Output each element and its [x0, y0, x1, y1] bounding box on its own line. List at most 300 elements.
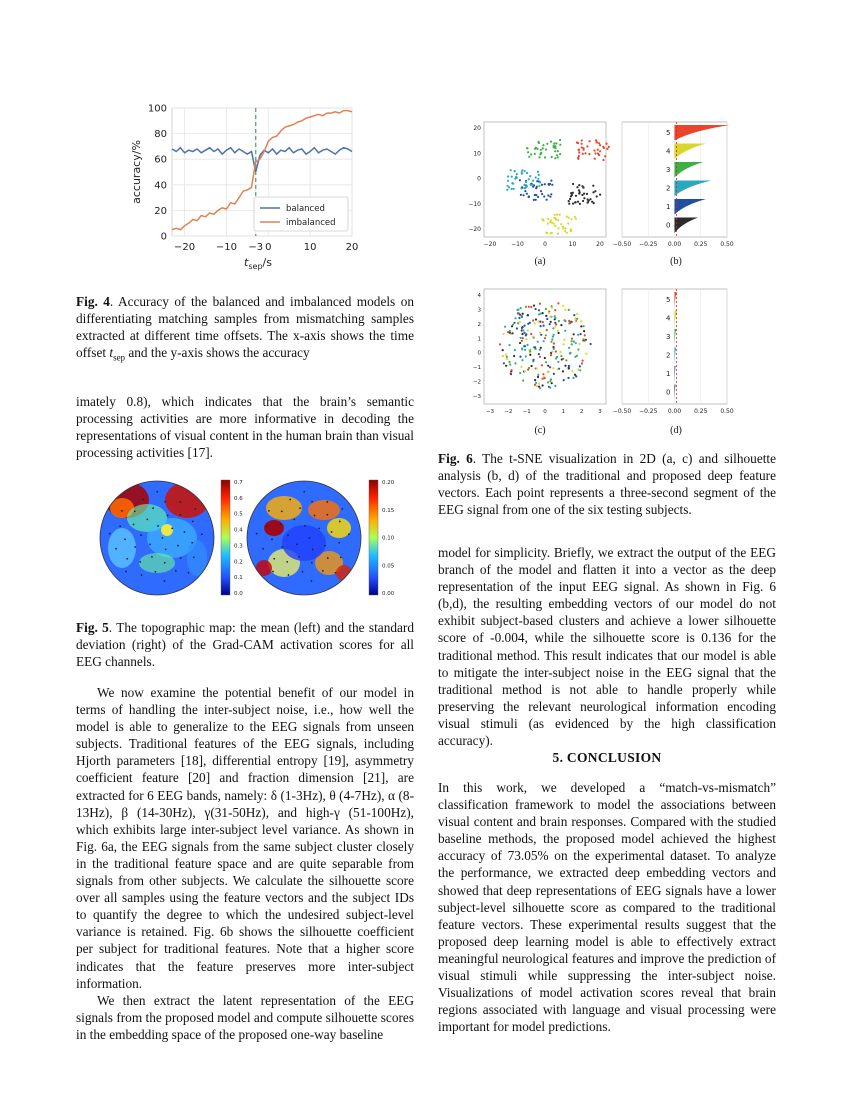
tsne-point: [528, 178, 530, 180]
tsne-point: [546, 199, 548, 201]
tsne-point: [589, 198, 591, 200]
tsne-point: [554, 385, 556, 387]
tsne-point: [568, 203, 570, 205]
tsne-point: [511, 369, 513, 371]
tsne-point: [546, 143, 548, 145]
tsne-point: [531, 365, 533, 367]
topomap-mean: [100, 481, 214, 595]
x-tick-label: −10: [511, 241, 524, 248]
tsne-point: [554, 309, 556, 311]
y-tick-label: 20: [473, 125, 481, 132]
tsne-point: [540, 190, 542, 192]
electrode-dot: [164, 580, 166, 582]
electrode-dot: [162, 537, 164, 539]
fig6a-label: (a): [534, 256, 546, 267]
tsne-point: [554, 157, 556, 159]
colorbar-tick-label: 0.5: [234, 511, 243, 518]
tsne-point: [549, 387, 551, 389]
fig6a-tsne-traditional: [462, 118, 612, 253]
y-tick-label: −1: [472, 365, 481, 372]
tsne-point: [502, 349, 504, 351]
legend-label: imbalanced: [286, 218, 336, 228]
tsne-point: [522, 329, 524, 331]
tsne-point: [548, 312, 550, 314]
tsne-point: [538, 383, 540, 385]
tsne-point: [605, 143, 607, 145]
tsne-point: [547, 371, 549, 373]
tsne-point: [599, 194, 601, 196]
tsne-point: [550, 193, 552, 195]
tsne-point: [579, 369, 581, 371]
x-tick-label: 0: [543, 241, 547, 248]
tsne-point: [534, 346, 536, 348]
tsne-point: [539, 387, 541, 389]
tsne-point: [559, 139, 561, 141]
electrode-dot: [179, 514, 181, 516]
tsne-point: [528, 156, 530, 158]
fig4-caption: Fig. 4. Accuracy of the balanced and imbalanced models on differentiating matching samples from mismatching samples extracted at different time offsets. The x-axis shows the time offset $t_{sep}$ and the y-axis shows the accuracy: [76, 294, 414, 363]
tsne-point: [571, 340, 573, 342]
colorbar-gradient: [221, 480, 230, 595]
tsne-point: [522, 337, 524, 339]
tsne-point: [506, 185, 508, 187]
topomap-std: [247, 481, 361, 595]
tsne-point: [580, 333, 582, 335]
y-tick-label: 1: [477, 336, 481, 343]
x-tick-label: 0.00: [667, 241, 682, 248]
tsne-point: [564, 227, 566, 229]
tsne-point: [509, 330, 511, 332]
electrode-dot: [303, 491, 305, 493]
tsne-point: [558, 227, 560, 229]
tsne-point: [540, 152, 542, 154]
tsne-point: [521, 333, 523, 335]
tsne-point: [525, 355, 527, 357]
tsne-point: [603, 147, 605, 149]
tsne-point: [550, 378, 552, 380]
tsne-point: [557, 330, 559, 332]
tsne-point: [533, 305, 535, 307]
tsne-point: [521, 169, 523, 171]
tsne-point: [570, 218, 572, 220]
electrode-dot: [141, 574, 143, 576]
tsne-point: [521, 315, 523, 317]
tsne-point: [525, 333, 527, 335]
electrode-dot: [286, 561, 288, 563]
tsne-point: [539, 321, 541, 323]
tsne-point: [572, 377, 574, 379]
tsne-point: [542, 321, 544, 323]
tsne-point: [520, 337, 522, 339]
plot-frame: [484, 122, 606, 237]
tsne-point: [526, 193, 528, 195]
tsne-point: [553, 342, 555, 344]
tsne-point: [534, 384, 536, 386]
tsne-point: [560, 223, 562, 225]
tsne-point: [521, 171, 523, 173]
tsne-point: [516, 177, 518, 179]
tsne-point: [571, 194, 573, 196]
tsne-point: [556, 214, 558, 216]
electrode-dot: [179, 501, 181, 503]
tsne-point: [535, 187, 537, 189]
tsne-point: [593, 149, 595, 151]
tsne-point: [544, 357, 546, 359]
electrode-dot: [281, 510, 283, 512]
tsne-point: [583, 197, 585, 199]
colorbar-tick-label: 0.2: [234, 559, 243, 566]
tsne-point: [546, 329, 548, 331]
electrode-dot: [289, 499, 291, 501]
tsne-point: [575, 342, 577, 344]
paragraph-conclusion: In this work, we developed a “match-vs-mismatch” classification framework to model the associations between visual content and brain responses. Compared with the studied baseline methods, the proposed model achieved the highest accuracy of 73.05% on the experimental dataset. To analyze the performance, we extracted deep embedding vectors and showed that deep representations of EEG signals have a lower subject-level silhouette score as compared to the traditional feature vectors. These experimental results suggest that the proposed deep learning model is able to effectively extract meaningful neurological features and improve the prediction of visual stimuli while suppressing the inter-subject noise. Visualizations of model activation scores reveal that brain regions associated with language and visual processing were important for model predictions.: [438, 780, 776, 1035]
tsne-point: [536, 148, 538, 150]
electrode-dot: [109, 533, 111, 535]
tsne-point: [542, 147, 544, 149]
electrode-dot: [139, 561, 141, 563]
electrode-dot: [304, 525, 306, 527]
tsne-point: [565, 359, 567, 361]
x-tick-label: 10: [303, 242, 317, 253]
silhouette-cluster-label: 4: [666, 147, 671, 156]
tsne-point: [597, 149, 599, 151]
tsne-point: [568, 367, 570, 369]
tsne-point: [550, 341, 552, 343]
tsne-point: [590, 343, 592, 345]
tsne-point: [560, 351, 562, 353]
tsne-point: [545, 315, 547, 317]
tsne-point: [568, 365, 570, 367]
colorbar-tick-label: 0.10: [382, 535, 395, 542]
paragraph-semantic-processing: imately 0.8), which indicates that the brain’s semantic processing activities are more informative in decoding the representations of visual content in the human brain than visual processing activities [17].: [76, 394, 414, 461]
tsne-point: [542, 373, 544, 375]
tsne-point: [547, 223, 549, 225]
tsne-point: [514, 362, 516, 364]
tsne-point: [577, 334, 579, 336]
tsne-point: [529, 184, 531, 186]
tsne-point: [512, 324, 514, 326]
tsne-point: [546, 232, 548, 234]
fig5-caption: Fig. 5. The topographic map: the mean (left) and the standard deviation (right) of the Grad-CAM activation scores for all EEG channels.: [76, 620, 414, 670]
tsne-point: [529, 350, 531, 352]
electrode-dot: [266, 525, 268, 527]
tsne-point: [551, 382, 553, 384]
tsne-point: [578, 151, 580, 153]
x-tick-label: 0: [265, 242, 272, 253]
tsne-point: [549, 323, 551, 325]
electrode-dot: [155, 571, 157, 573]
electrode-dot: [146, 518, 148, 520]
electrode-dot: [165, 548, 167, 550]
electrode-dot: [157, 525, 159, 527]
paragraph-inter-subject-noise: We now examine the potential benefit of our model in terms of handling the inter-subject noise, i.e., how well the model is able to generalize to the EEG signals from unseen subjects. Traditional features of the EEG signals, including Hjorth parameters [18], differential entropy [19], asymmetry coefficient feature [20] and fraction dimension [21], are extracted for 6 EEG bands, namely: δ (1-3Hz), θ (4-7Hz), α (8-13Hz), β (14-30Hz), γ(31-50Hz), and high-γ (51-100Hz), which exhibits large inter-subject level variance. As shown in Fig. 6a, the EEG signals from the same subject cluster closely in the traditional feature space and are quite separable from signals from other subjects. We calculate the silhouette score over all samples using the feature vectors and the subject IDs to quantify the degree to which the undesired subject-level variance is retained. Fig. 6b shows the silhouette coefficient per subject for traditional features. Note that a higher score indicates that the feature preserves more inter-subject information. We then extract the latent representation of the EEG signals from the proposed model and compute silhouette scores in the embedding space of the proposed one-way baseline: [76, 685, 414, 1042]
tsne-point: [534, 322, 536, 324]
tsne-point: [581, 146, 583, 148]
tsne-point: [553, 142, 555, 144]
x-tick-label: −10: [215, 242, 237, 253]
tsne-point: [507, 180, 509, 182]
tsne-point: [521, 340, 523, 342]
tsne-point: [535, 382, 537, 384]
legend-label: balanced: [286, 204, 325, 214]
tsne-point: [598, 142, 600, 144]
tsne-point: [568, 200, 570, 202]
electrode-dot: [326, 501, 328, 503]
tsne-point: [576, 313, 578, 315]
electrode-dot: [193, 556, 195, 558]
tsne-point: [510, 169, 512, 171]
tsne-point: [546, 318, 548, 320]
tsne-point: [578, 184, 580, 186]
tsne-point: [559, 214, 561, 216]
tsne-point: [553, 373, 555, 375]
tsne-point: [574, 356, 576, 358]
electrode-dot: [311, 580, 313, 582]
tsne-point: [584, 334, 586, 336]
tsne-point: [567, 222, 569, 224]
tsne-point: [526, 147, 528, 149]
tsne-point: [579, 365, 581, 367]
tsne-point: [571, 321, 573, 323]
tsne-point: [511, 182, 513, 184]
activation-blob: [327, 518, 351, 538]
tsne-point: [538, 309, 540, 311]
x-tick-label: −2: [504, 409, 513, 415]
tsne-point: [560, 324, 562, 326]
fig5-label: Fig. 5: [76, 620, 109, 635]
tsne-point: [569, 352, 571, 354]
y-tick-label: 0: [160, 231, 167, 243]
tsne-point: [602, 159, 604, 161]
tsne-point: [537, 178, 539, 180]
tsne-point: [516, 309, 518, 311]
tsne-point: [525, 338, 527, 340]
tsne-point: [608, 146, 610, 148]
electrode-dot: [309, 537, 311, 539]
electrode-dot: [281, 546, 283, 548]
tsne-point: [541, 184, 543, 186]
x-tick-label: −0.50: [612, 408, 632, 415]
tsne-point: [530, 306, 532, 308]
activation-blob: [264, 520, 284, 536]
electrode-dot: [341, 508, 343, 510]
tsne-point: [505, 354, 507, 356]
fig4-line-chart: [128, 100, 368, 275]
tsne-point: [577, 201, 579, 203]
electrode-dot: [280, 524, 282, 526]
x-tick-label: −20: [174, 242, 196, 253]
tsne-point: [524, 325, 526, 327]
tsne-point: [583, 149, 585, 151]
electrode-dot: [299, 507, 301, 509]
tsne-point: [524, 345, 526, 347]
tsne-point: [516, 173, 518, 175]
tsne-point: [543, 195, 545, 197]
tsne-point: [503, 333, 505, 335]
tsne-point: [528, 367, 530, 369]
tsne-point: [578, 149, 580, 151]
tsne-point: [581, 194, 583, 196]
tsne-point: [514, 349, 516, 351]
tsne-point: [550, 180, 552, 182]
tsne-point: [539, 181, 541, 183]
tsne-point: [504, 326, 506, 328]
tsne-point: [519, 342, 521, 344]
electrode-dot: [262, 548, 264, 550]
tsne-point: [507, 175, 509, 177]
electrode-dot: [184, 531, 186, 533]
plot-frame: [484, 289, 606, 404]
tsne-point: [526, 185, 528, 187]
tsne-point: [588, 200, 590, 202]
tsne-point: [529, 322, 531, 324]
tsne-point: [525, 306, 527, 308]
electrode-dot: [327, 557, 329, 559]
tsne-point: [582, 200, 584, 202]
tsne-point: [550, 321, 552, 323]
electrode-dot: [192, 521, 194, 523]
tsne-point: [544, 377, 546, 379]
tsne-point: [540, 347, 542, 349]
tsne-point: [545, 308, 547, 310]
tsne-point: [531, 184, 533, 186]
fig6b-silhouette-traditional: [612, 118, 742, 253]
tsne-point: [576, 186, 578, 188]
tsne-point: [554, 217, 556, 219]
electrode-dot: [142, 499, 144, 501]
tsne-point: [589, 140, 591, 142]
tsne-point: [563, 379, 565, 381]
tsne-point: [511, 188, 513, 190]
tsne-point: [558, 332, 560, 334]
x-tick-label: −0.25: [639, 408, 658, 415]
y-axis-label: accuracy/%: [130, 140, 143, 204]
electrode-dot: [164, 501, 166, 503]
tsne-point: [534, 194, 536, 196]
electrode-dot: [124, 538, 126, 540]
tsne-point: [513, 188, 515, 190]
tsne-point: [535, 199, 537, 201]
tsne-point: [523, 184, 525, 186]
tsne-point: [545, 148, 547, 150]
tsne-point: [547, 194, 549, 196]
tsne-point: [524, 370, 526, 372]
tsne-point: [523, 194, 525, 196]
electrode-dot: [335, 572, 337, 574]
tsne-point: [547, 381, 549, 383]
electrode-dot: [312, 548, 314, 550]
x-tick-label: 2: [579, 409, 584, 415]
tsne-point: [573, 314, 575, 316]
colorbar-tick-label: 0.6: [234, 495, 243, 502]
tsne-point: [567, 377, 569, 379]
electrode-dot: [164, 562, 166, 564]
tsne-point: [596, 141, 598, 143]
x-tick-label: 3: [598, 409, 602, 415]
electrode-dot: [126, 558, 128, 560]
electrode-dot: [340, 556, 342, 558]
tsne-point: [557, 361, 559, 363]
tsne-point: [606, 148, 608, 150]
tsne-point: [566, 216, 568, 218]
tsne-point: [555, 323, 557, 325]
tsne-point: [545, 334, 547, 336]
tsne-point: [581, 139, 583, 141]
tsne-point: [524, 190, 526, 192]
tsne-point: [519, 321, 521, 323]
tsne-point: [545, 361, 547, 363]
tsne-point: [529, 354, 531, 356]
tsne-point: [559, 144, 561, 146]
y-tick-label: 0: [477, 350, 481, 357]
tsne-point: [537, 171, 539, 173]
tsne-point: [588, 153, 590, 155]
tsne-point: [505, 365, 507, 367]
tsne-point: [551, 156, 553, 158]
y-tick-label: 80: [154, 129, 167, 141]
tsne-point: [557, 302, 559, 304]
tsne-point: [520, 187, 522, 189]
tsne-point: [508, 344, 510, 346]
tsne-point: [527, 151, 529, 153]
tsne-point: [538, 156, 540, 158]
tsne-point: [572, 203, 574, 205]
tsne-point: [549, 316, 551, 318]
tsne-point: [564, 365, 566, 367]
colorbar-tick-label: 0.15: [382, 507, 395, 514]
tsne-point: [562, 370, 564, 372]
electrode-dot: [180, 557, 182, 559]
electrode-dot: [115, 548, 117, 550]
activation-blob: [282, 525, 326, 561]
tsne-point: [503, 362, 505, 364]
colorbar-tick-label: 0.1: [234, 575, 243, 582]
electrode-dot: [331, 531, 333, 533]
colorbar-gradient: [369, 480, 378, 595]
tsne-point: [549, 196, 551, 198]
fig6d-silhouette-proposed: [612, 285, 742, 420]
tsne-point: [536, 385, 538, 387]
tsne-point: [564, 330, 566, 332]
chart-legend: [254, 197, 348, 231]
tsne-point: [554, 326, 556, 328]
tsne-point: [524, 349, 526, 351]
tsne-point: [536, 367, 538, 369]
tsne-point: [544, 156, 546, 158]
tsne-point: [557, 156, 559, 158]
tsne-point: [550, 219, 552, 221]
y-tick-label: −2: [472, 379, 481, 386]
tsne-point: [532, 180, 534, 182]
tsne-point: [538, 142, 540, 144]
tsne-point: [568, 347, 570, 349]
tsne-point: [540, 313, 542, 315]
silhouette-cluster-label: 3: [666, 166, 671, 174]
tsne-point: [549, 366, 551, 368]
tsne-point: [575, 201, 577, 203]
y-tick-label: 0: [477, 175, 481, 183]
colorbar-tick-label: 0.20: [382, 480, 395, 486]
tsne-point: [592, 185, 594, 187]
tsne-point: [560, 355, 562, 357]
tsne-point: [541, 364, 543, 366]
tsne-point: [575, 218, 577, 220]
tsne-point: [584, 152, 586, 154]
tsne-point: [537, 374, 539, 376]
y-tick-label: −10: [468, 200, 481, 208]
tsne-point: [581, 143, 583, 145]
section-title-conclusion: 5. CONCLUSION: [552, 750, 662, 765]
